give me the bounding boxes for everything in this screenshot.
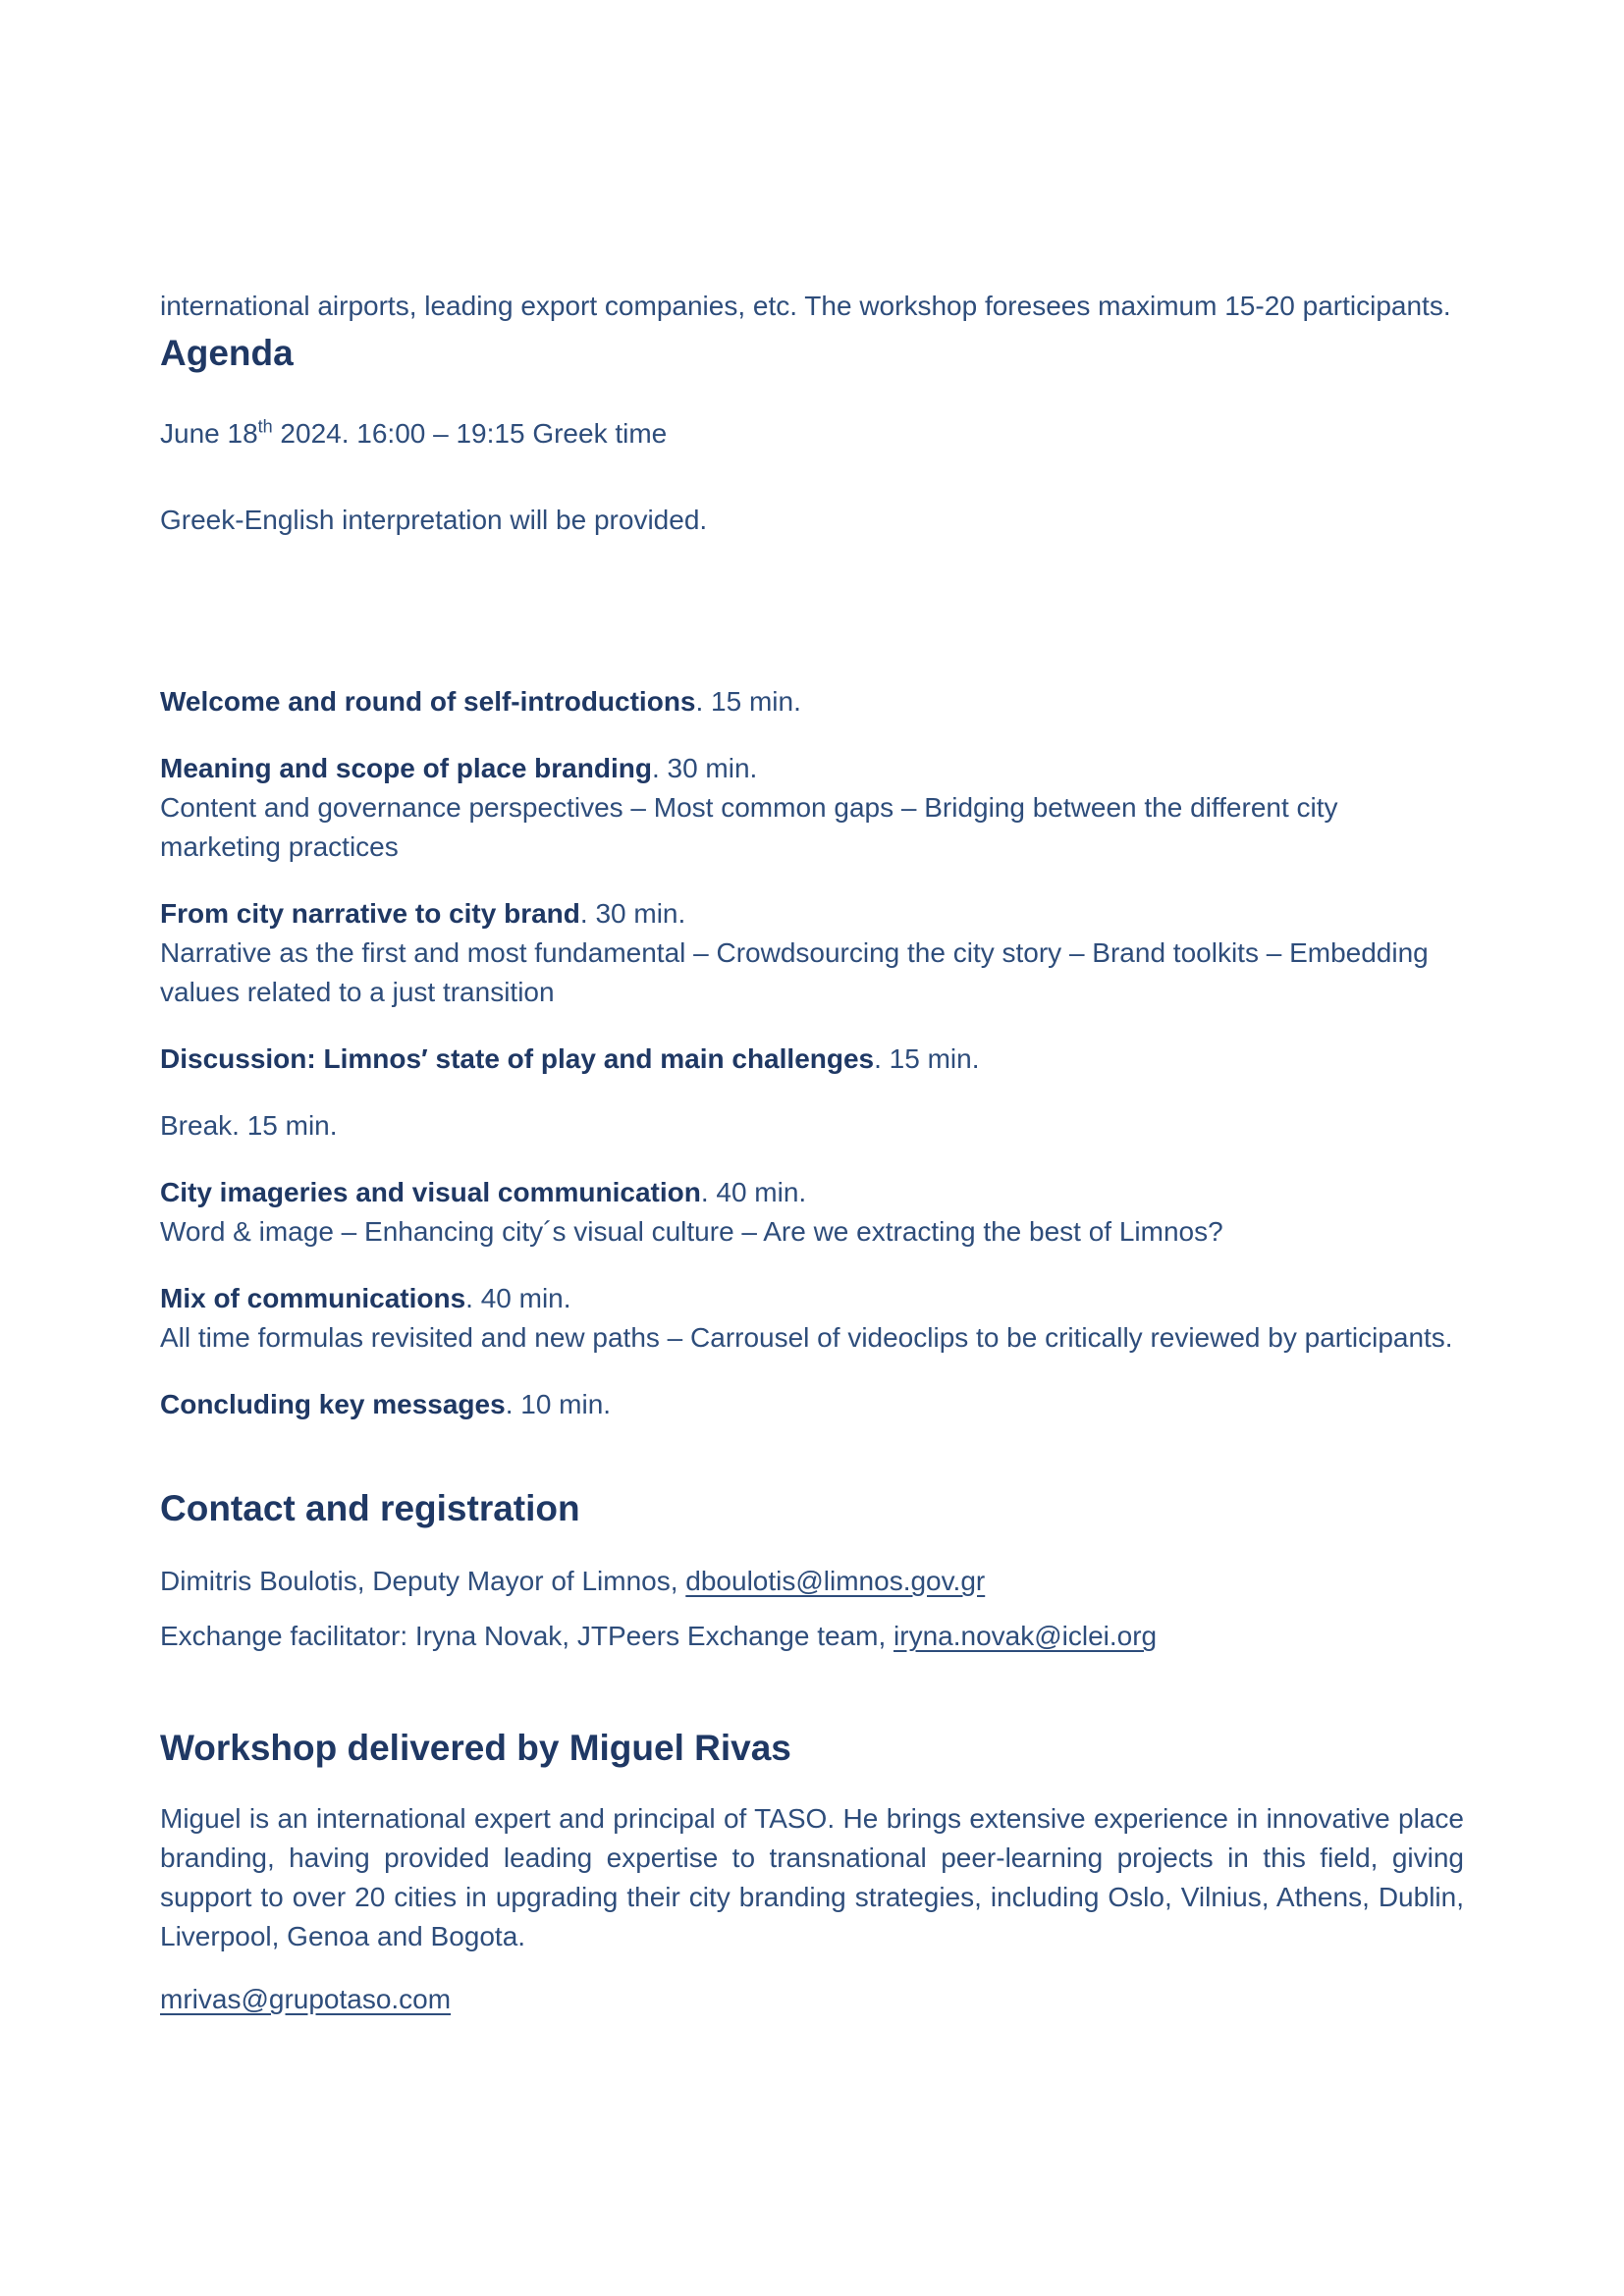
agenda-item-duration: . 30 min.: [579, 898, 686, 929]
agenda-item-duration: . 40 min.: [700, 1177, 807, 1207]
agenda-item-title: Mix of communications: [160, 1283, 466, 1313]
agenda-item-welcome: [160, 682, 1464, 721]
agenda-item-duration: . 40 min.: [465, 1283, 571, 1313]
miguel-bio-paragraph: Miguel is an international expert and principal of TASO. He brings extensive experience in innovative place branding, having provided leading expertise to transnational peer-learning projects in this field, giving support to over 20 cities in upgrading their city branding strategies, including Oslo, Vilnius, Athens, Dublin, Liverpool, Genoa and Bogota.: [160, 1803, 1464, 1951]
agenda-item-duration: . 10 min.: [505, 1389, 612, 1419]
mrivas-email-line: [160, 1980, 1464, 2019]
agenda-item-city-narrative: [160, 894, 1464, 1012]
agenda-item-title: Break: [160, 1110, 233, 1141]
agenda-item-duration: . 15 min.: [232, 1110, 338, 1141]
agenda-item-title: Discussion: Limnos′ state of play and main challenges: [160, 1043, 875, 1074]
agenda-item-duration: . 15 min.: [874, 1043, 980, 1074]
agenda-item-description: Content and governance perspectives – Most common gaps – Bridging between the different city marketing practices: [160, 792, 1338, 862]
agenda-item-title: From city narrative to city brand: [160, 898, 580, 929]
agenda-item-title: Concluding key messages: [160, 1389, 506, 1419]
contact-line-text: Dimitris Boulotis, Deputy Mayor of Limnos,: [160, 1566, 686, 1596]
agenda-item-duration: . 15 min.: [695, 686, 801, 717]
agenda-item-duration: . 30 min.: [651, 753, 758, 783]
agenda-item-meaning-scope: [160, 749, 1464, 867]
agenda-item-title: Welcome and round of self-introductions: [160, 686, 696, 717]
agenda-item-mix-communications: [160, 1279, 1464, 1358]
date-prefix: June 18: [160, 418, 258, 449]
agenda-item-break: [160, 1106, 1464, 1146]
workshop-delivered-heading: Workshop delivered by Miguel Rivas: [160, 1728, 791, 1768]
interpretation-note: Greek-English interpretation will be provided.: [160, 505, 708, 535]
contact-line-dimitris: [160, 1562, 1464, 1601]
agenda-item-concluding: [160, 1385, 1464, 1424]
contact-registration-heading: Contact and registration: [160, 1488, 580, 1528]
email-link-iryna[interactable]: iryna.novak@iclei.org: [893, 1621, 1158, 1651]
agenda-item-title: City imageries and visual communication: [160, 1177, 701, 1207]
date-ordinal-superscript: th: [257, 416, 273, 437]
email-link-mrivas[interactable]: mrivas@grupotaso.com: [160, 1984, 452, 2014]
agenda-item-description: All time formulas revisited and new paths – Carrousel of videoclips to be critically reviewed by participants.: [160, 1322, 1453, 1353]
agenda-item-description: Word & image – Enhancing city´s visual culture – Are we extracting the best of Limnos?: [160, 1216, 1223, 1247]
agenda-date-line: [160, 414, 1464, 454]
agenda-item-description: Narrative as the first and most fundamental – Crowdsourcing the city story – Brand toolkits – Embedding values related to a just transition: [160, 937, 1429, 1007]
intro-paragraph: international airports, leading export companies, etc. The workshop foresees maximum 15-20 participants.: [160, 291, 1451, 321]
agenda-item-city-imageries: [160, 1173, 1464, 1252]
agenda-item-discussion: [160, 1040, 1464, 1079]
agenda-item-title: Meaning and scope of place branding: [160, 753, 652, 783]
contact-line-text: Exchange facilitator: Iryna Novak, JTPeers Exchange team,: [160, 1621, 894, 1651]
agenda-heading: Agenda: [160, 333, 294, 373]
contact-line-facilitator: [160, 1617, 1464, 1656]
email-link-dboulotis[interactable]: dboulotis@limnos.gov.gr: [685, 1566, 986, 1596]
date-suffix: 2024. 16:00 – 19:15 Greek time: [272, 418, 668, 449]
